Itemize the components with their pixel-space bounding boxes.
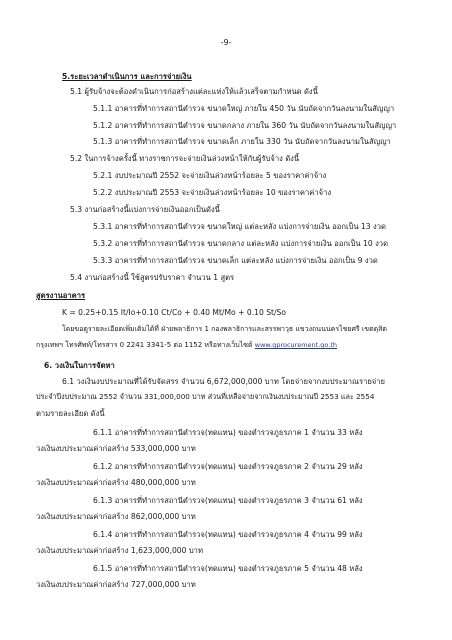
page-number: -9- [220,38,232,47]
clause-5-2-1: 5.2.1 งบประมาณปี 2552 จะจ่ายเงินล่วงหน้าร้อยละ 5 ของราคาค่าจ้าง [93,171,327,180]
contact-line-1: โดยขอดูรายละเอียดเพิ่มเติมได้ที่ ฝ่ายพลาธิการ 1 กองพลาธิการและสรรพาวุธ แขวงถนนนครไชยศรี เขตดุสิต [62,325,387,333]
formula-expression: K = 0.25+0.15 It/Io+0.10 Ct/Co + 0.40 Mt/Mo + 0.10 St/So [62,308,287,317]
budget-item-label: 6.1.1 อาคารที่ทำการสถานีตำรวจ(ทดแทน) ของตำรวจภูธรภาค 1 จำนวน 33 หลัง [93,428,363,437]
clause-5-2-2: 5.2.2 งบประมาณปี 2553 จะจ่ายเงินล่วงหน้าร้อยละ 10 ของราคาค่าจ้าง [93,188,332,197]
clause-5-3-3: 5.3.3 อาคารที่ทำการสถานีตำรวจ ขนาดเล็ก แต่ละหลัง แบ่งการจ่ายเงิน ออกเป็น 9 งวด [93,256,378,265]
website-link[interactable]: www.gprocurement.go.th [254,341,337,349]
clause-5-1-3: 5.1.3 อาคารที่ทำการสถานีตำรวจ ขนาดเล็ก ภายใน 330 วัน นับถัดจากวันลงนามในสัญญา [93,137,391,146]
section5-heading: 5.ระยะเวลาดำเนินการ และการจ่ายเงิน [62,72,192,81]
clause-5-1-1: 5.1.1 อาคารที่ทำการสถานีตำรวจ ขนาดใหญ่ ภายใน 450 วัน นับถัดจากวันลงนามในสัญญา [93,104,395,113]
section6-heading: 6. วงเงินในการจัดหา [44,361,115,370]
contact-phone-text: กรุงเทพฯ โทรศัพท์/โทรสาร 0 2241 3341-5 ต่อ 1152 หรือทางเว็บไซต์ [36,341,253,349]
clause-5-1: 5.1 ผู้รับจ้างจะต้องดำเนินการก่อสร้างแต่ละแห่งให้แล้วเสร็จตามกำหนด ดังนี้ [70,87,318,96]
budget-item-label: 6.1.2 อาคารที่ทำการสถานีตำรวจ(ทดแทน) ของตำรวจภูธรภาค 2 จำนวน 29 หลัง [93,462,363,471]
section6-para-line-1: 6.1 วงเงินงบประมาณที่ได้รับจัดสรร จำนวน 6,672,000,000 บาท โดยจ่ายจากงบประมาณรายจ่าย [62,377,385,386]
budget-item-label: 6.1.3 อาคารที่ทำการสถานีตำรวจ(ทดแทน) ของตำรวจภูธรภาค 3 จำนวน 61 หลัง [93,496,363,505]
budget-item-label: 6.1.4 อาคารที่ทำการสถานีตำรวจ(ทดแทน) ของตำรวจภูธรภาค 4 จำนวน 99 หลัง [93,530,363,539]
budget-item-amount: วงเงินงบประมาณค่าก่อสร้าง 533,000,000 บาท [36,444,196,453]
clause-5-3-2: 5.3.2 อาคารที่ทำการสถานีตำรวจ ขนาดกลาง แต่ละหลัง แบ่งการจ่ายเงิน ออกเป็น 10 งวด [93,239,388,248]
budget-item-amount: วงเงินงบประมาณค่าก่อสร้าง 727,000,000 บาท [36,580,196,589]
budget-item-amount: วงเงินงบประมาณค่าก่อสร้าง 862,000,000 บาท [36,512,196,521]
formula-heading: สูตรงานอาคาร [36,291,86,300]
clause-5-3-1: 5.3.1 อาคารที่ทำการสถานีตำรวจ ขนาดใหญ่ แต่ละหลัง แบ่งการจ่ายเงิน ออกเป็น 13 งวด [93,222,386,231]
clause-5-1-2: 5.1.2 อาคารที่ทำการสถานีตำรวจ ขนาดกลาง ภายใน 360 วัน นับถัดจากวันลงนามในสัญญา [93,121,397,130]
budget-item-label: 6.1.5 อาคารที่ทำการสถานีตำรวจ(ทดแทน) ของตำรวจภูธรภาค 5 จำนวน 48 หลัง [93,564,363,573]
section6-para-line-3: ตามรายละเอียด ดังนี้ [36,409,105,418]
clause-5-3: 5.3 งานก่อสร้างนี้แบ่งการจ่ายเงินออกเป็นดังนี้ [70,205,220,214]
budget-item-amount: วงเงินงบประมาณค่าก่อสร้าง 480,000,000 บาท [36,478,196,487]
contact-line-2 [36,341,337,350]
clause-5-2: 5.2 ในการจ้างครั้งนี้ ทางราชการจะจ่ายเงินล่วงหน้าให้กับผู้รับจ้าง ดังนี้ [70,154,300,163]
clause-5-4: 5.4 งานก่อสร้างนี้ ใช้สูตรปรับราคา จำนวน 1 สูตร [70,273,235,282]
section6-para-line-2: ประจำปีงบประมาณ 2552 จำนวน 331,000,000 บาท ส่วนที่เหลือจ่ายจากเงินงบประมาณปี 2553 และ 2554 [36,392,375,401]
budget-item-amount: วงเงินงบประมาณค่าก่อสร้าง 1,623,000,000 บาท [36,546,203,555]
